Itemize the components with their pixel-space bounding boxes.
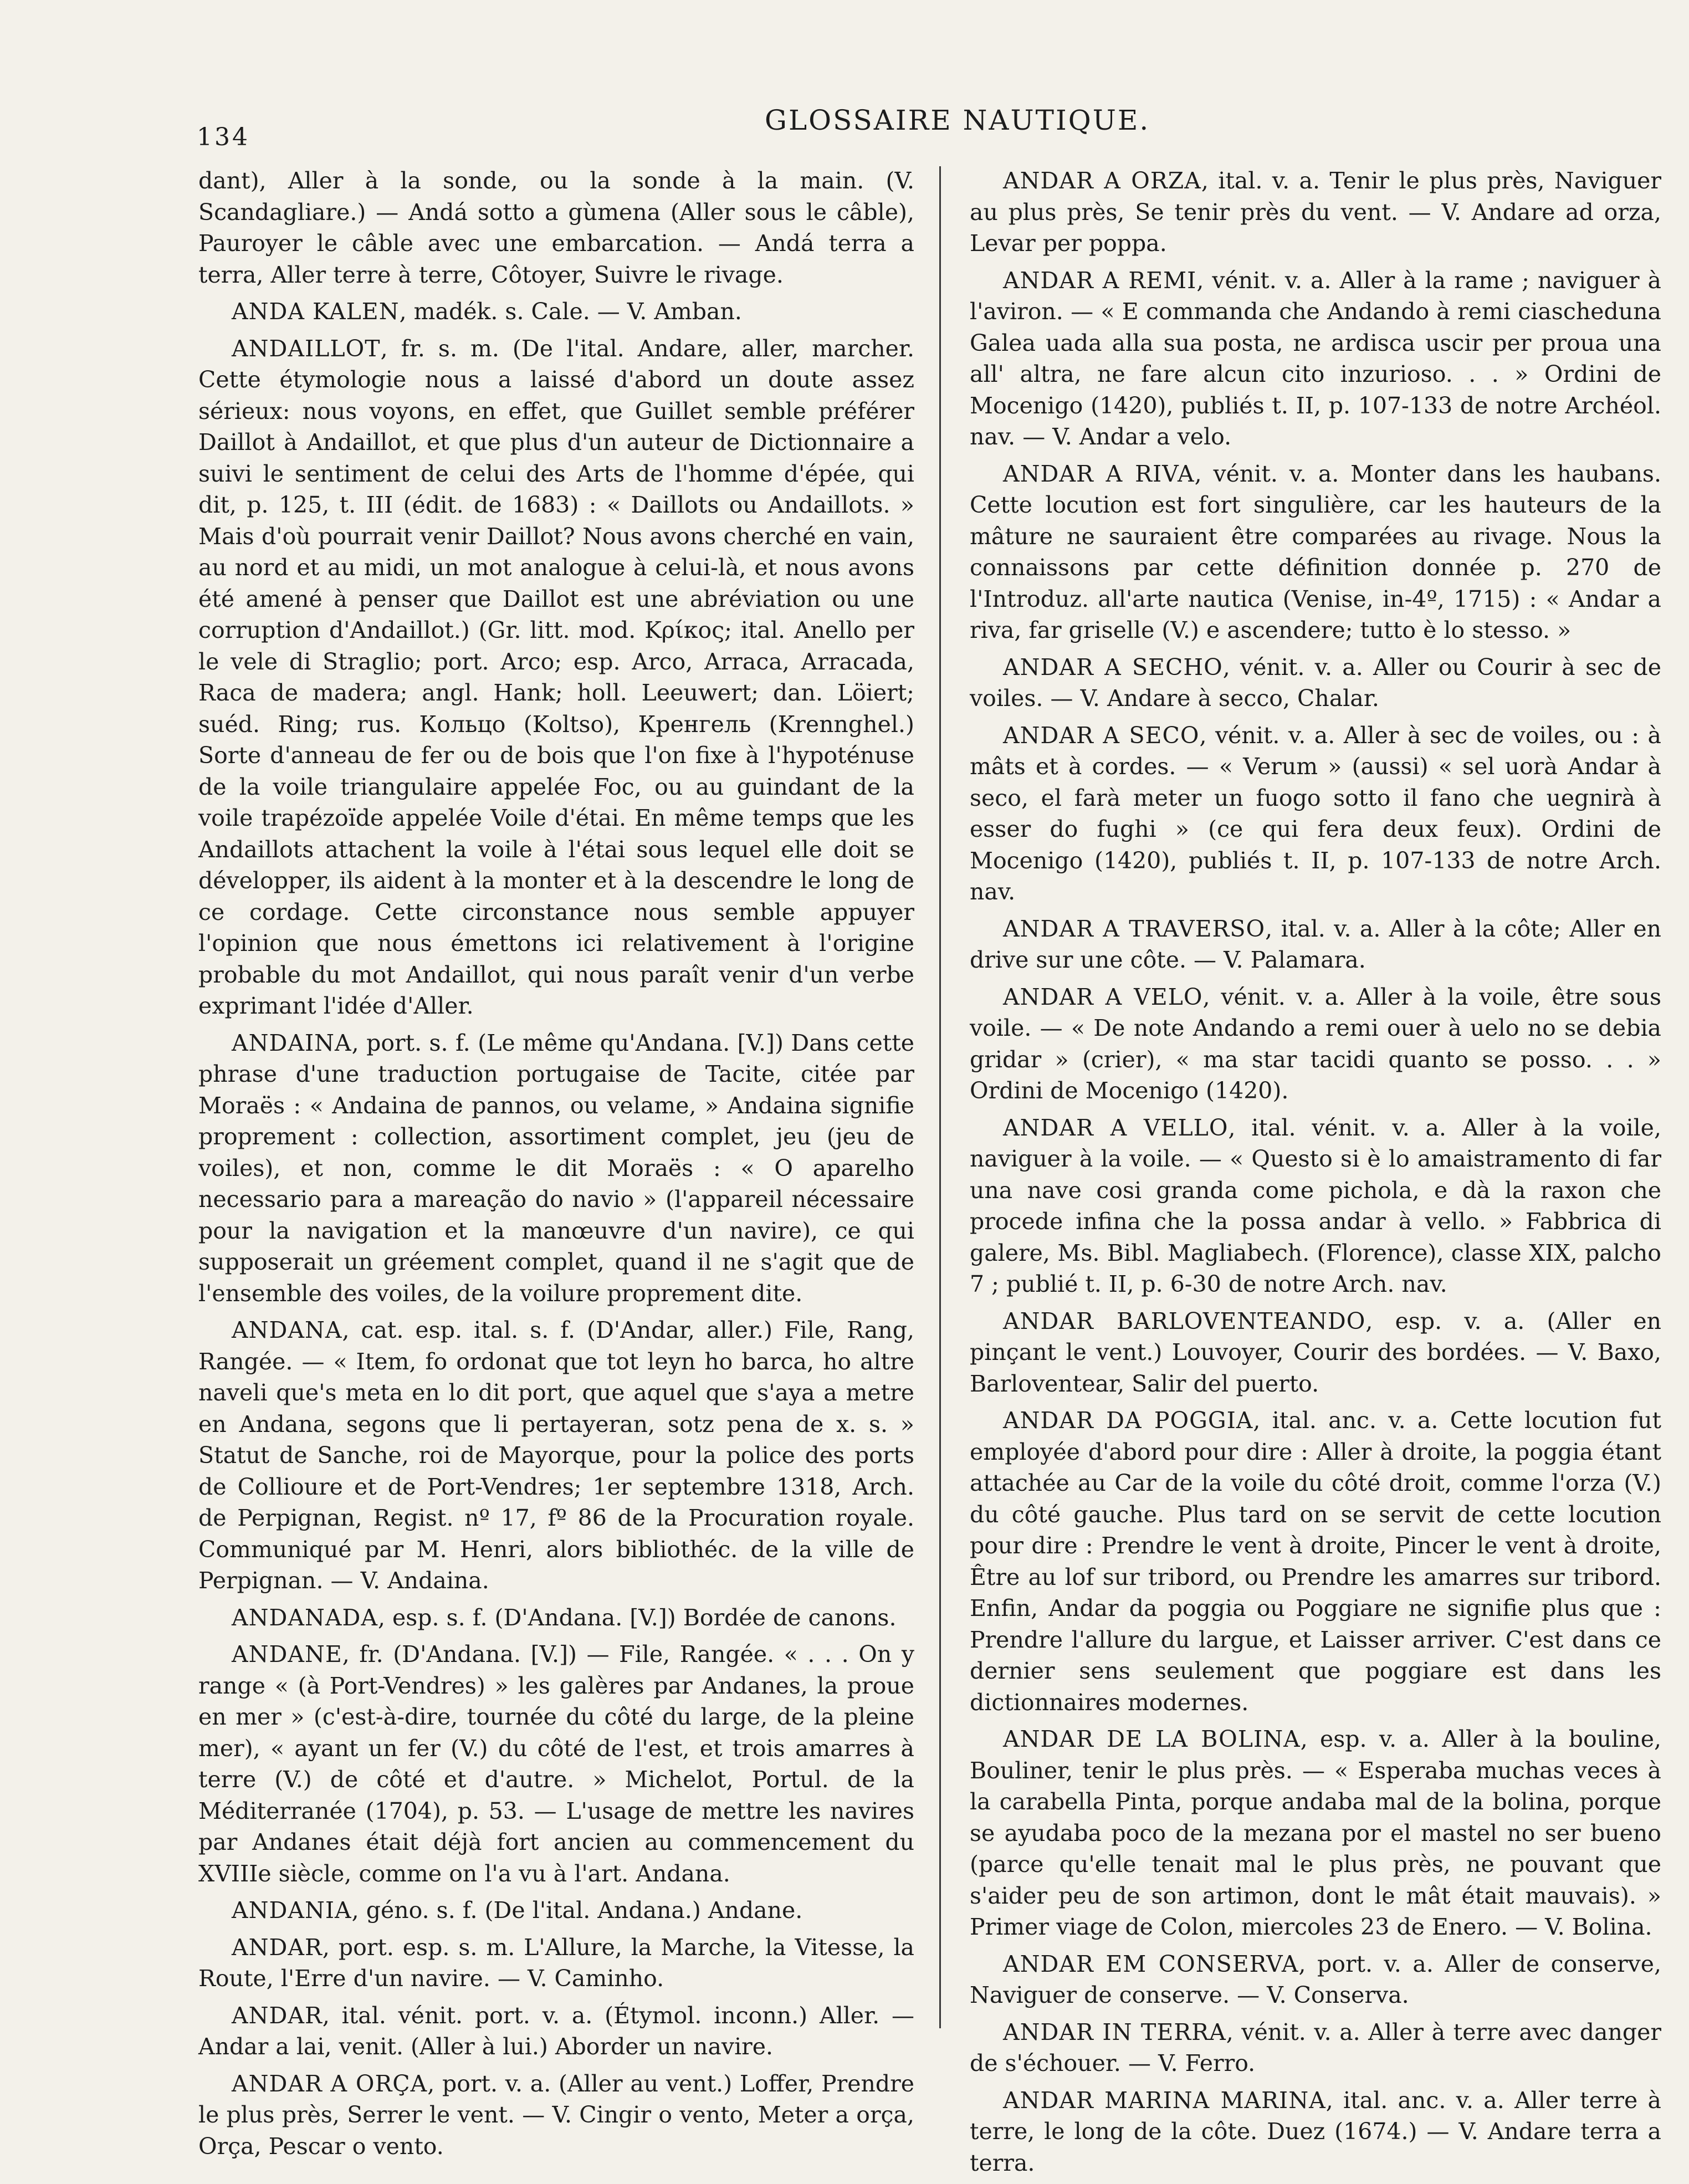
entry: [198, 1639, 914, 1889]
entry: [198, 1932, 914, 1994]
entry-headword: ANDAR A VELO: [1003, 983, 1203, 1010]
entry-text: , madék. s. Cale. — V. Amban.: [399, 298, 742, 325]
entry: [970, 720, 1661, 908]
right-column: [970, 165, 1661, 2184]
entry: [198, 296, 914, 328]
entry: [970, 2017, 1661, 2079]
entry: [198, 1895, 914, 1926]
left-column: [198, 165, 914, 2167]
entry-headword: ANDAR BARLOVENTEANDO: [1003, 1307, 1366, 1334]
entry-text: , vénit. v. a. Aller à terre avec danger de s'échouer. — V. Ferro.: [970, 2018, 1661, 2076]
entry: [970, 981, 1661, 1107]
entry: [198, 165, 914, 290]
entry: [198, 1027, 914, 1310]
entry-text: , vénit. v. a. Aller à sec de voiles, ou : à mâts et à cordes. — « Verum » (aussi) « sel uorà Andar à seco, el farà meter un fuogo sotto il fano che uegnirà à esser do fughi » (ce qui fera deux feux). Ordini de Mocenigo (1420), publiés t. II, p. 107-133 de notre Arch. nav.: [970, 722, 1662, 905]
entry: [970, 913, 1661, 976]
entry-headword: ANDAR MARINA MARINA: [1003, 2086, 1326, 2114]
entry-headword: ANDAR A ORZA: [1003, 167, 1201, 194]
entry-text: , esp. v. a. Aller à la bouline, Bouliner, tenir le plus près. — « Esperaba muchas veces à la carabella Pinta, porque andaba mal de la bolina, porque se ayudaba poco de la mezana por el mastel no ser bueno (parce qu'elle tenait mal le plus près, ne pouvant que s'aider peu de son artimon, dont le mât était mauvais). » Primer viage de Colon, miercoles 23 de Enero. — V. Bolina.: [970, 1726, 1661, 1940]
entry-headword: ANDAR IN TERRA: [1003, 2018, 1226, 2045]
entry-headword: ANDANADA: [232, 1604, 378, 1631]
entry: [970, 265, 1661, 453]
entry-text: , vénit. v. a. Monter dans les haubans. Cette locution est fort singulière, car les hauteurs de la mâture ne sauraient être comparées au rivage. Nous la connaissons par cette définition donnée p. 270 de l'Introduz. all'arte nautica (Venise, in-4º, 1715) : « Andar a riva, far griselle (V.) e ascendere; tutto è lo stesso. »: [970, 460, 1661, 643]
entry-headword: ANDAR A SECO: [1003, 722, 1200, 749]
page-number: 134: [197, 123, 250, 151]
entry-text: , esp. s. f. (D'Andana. [V.]) Bordée de canons.: [377, 1604, 897, 1631]
entry-headword: ANDANA: [232, 1317, 342, 1343]
entry: [970, 458, 1661, 646]
entry-headword: ANDANE: [232, 1641, 342, 1668]
entry-headword: ANDA KALEN: [232, 298, 400, 325]
entry-headword: ANDAR: [232, 2002, 323, 2029]
entry: [970, 1723, 1661, 1943]
entry-text: , port. v. a. (Aller au vent.) Loffer, Prendre le plus près, Serrer le vent. — V. Cingir o vento, Meter a orça, Orça, Pescar o vento.: [198, 2070, 914, 2160]
entry-text: , esp. v. a. (Aller en pinçant le vent.) Louvoyer, Courir des bordées. — V. Baxo, Barloventear, Salir del puerto.: [970, 1307, 1661, 1397]
entry-headword: ANDAR A REMI: [1003, 267, 1197, 294]
entry-text: , port. s. f. (Le même qu'Andana. [V.]) Dans cette phrase d'une traduction portugaise de Tacite, citée par Moraës : « Andaina de pannos, ou velame, » Andaina signifie proprement : collection, assortiment complet, jeu (jeu de voiles), et non, comme le dit Moraës : « O aparelho necessario para a mareação do navio » (l'appareil nécessaire pour la navigation et la manœuvre d'un navire), ce qui supposerait un gréement complet, quand il ne s'agit que de l'ensemble des voiles, de la voilure proprement dite.: [198, 1029, 914, 1307]
entry: [970, 1306, 1661, 1400]
entry-text: , fr. (D'Andana. [V.]) — File, Rangée. « . . . On y range « (à Port-Vendres) » les galères par Andanes, la proue en mer » (c'est-à-dire, tournée du côté du large, de la pleine mer), « ayant un fer (V.) du côté de l'est, et trois amarres à terre (V.) de côté et d'autre. » Michelot, Portul. de la Méditerranée (1704), p. 53. — L'usage de mettre les navires par Andanes était déjà fort ancien au commencement du XVIIIe siècle, comme on l'a vu à l'art. Andana.: [198, 1641, 914, 1887]
entry-headword: ANDAR DE LA BOLINA: [1003, 1726, 1301, 1752]
entry: [970, 1405, 1661, 1718]
entry-text: , port. v. a. Aller de conserve, Naviguer de conserve. — V. Conserva.: [970, 1950, 1662, 2008]
entry-text: , ital. vénit. v. a. Aller à la voile, naviguer à la voile. — « Questo si è lo amaistramento di far una nave cosi granda come pichola, e dà la raxon che procede infina che la possa andar à vello. » Fabbrica di galere, Ms. Bibl. Magliabech. (Florence), classe XIX, palcho 7 ; publié t. II, p. 6-30 de notre Arch. nav.: [970, 1114, 1661, 1297]
entry: [970, 1948, 1661, 2011]
entry-text: dant), Aller à la sonde, ou la sonde à la main. (V. Scandagliare.) — Andá sotto a gùmena (Aller sous le câble), Pauroyer le câble avec une embarcation. — Andá terra a terra, Aller terre à terre, Côtoyer, Suivre le rivage.: [198, 167, 914, 288]
entry-text: , port. esp. s. m. L'Allure, la Marche, la Vitesse, la Route, l'Erre d'un navire. — V. Caminho.: [198, 1934, 914, 1992]
entry-headword: ANDAR A RIVA: [1003, 460, 1195, 487]
entry: [198, 1315, 914, 1597]
entry-text: , vénit. v. a. Aller ou Courir à sec de voiles. — V. Andare à secco, Chalar.: [970, 653, 1661, 712]
entry-text: , ital. v. a. Tenir le plus près, Naviguer au plus près, Se tenir près du vent. — V. Andare ad orza, Levar per poppa.: [970, 167, 1661, 257]
entry: [198, 1602, 914, 1634]
column-divider: [939, 166, 941, 2028]
entry-text: , ital. anc. v. a. Aller terre à terre, le long de la côte. Duez (1674.) — V. Andare terra a terra.: [970, 2086, 1662, 2176]
entry: [198, 2068, 914, 2162]
running-head: GLOSSAIRE NAUTIQUE.: [765, 104, 1150, 136]
entry-text: , vénit. v. a. Aller à la rame ; naviguer à l'aviron. — « E commanda che Andando à remi ciascheduna Galea uada alla sua posta, ne ardisca uscir per proua una all' altra, ne fare alcun cito inzurioso. . . » Ordini de Mocenigo (1420), publiés t. II, p. 107-133 de notre Archéol. nav. — V. Andar a velo.: [970, 267, 1661, 450]
entry-headword: ANDAR A ORÇA: [232, 2070, 428, 2097]
entry-headword: ANDAR: [232, 1934, 323, 1961]
entry-text: , ital. vénit. port. v. a. (Étymol. inconn.) Aller. — Andar a lai, venit. (Aller à lui.) Aborder un navire.: [198, 2002, 914, 2060]
entry: [970, 652, 1661, 714]
entry-headword: ANDAINA: [232, 1029, 352, 1056]
entry-text: , vénit. v. a. Aller à la voile, être sous voile. — « De note Andando a remi ouer à uelo no se debia gridar » (crier), « ma star tacidi quanto se posso. . . » Ordini de Mocenigo (1420).: [970, 983, 1661, 1104]
entry-text: , ital. anc. v. a. Cette locution fut employée d'abord pour dire : Aller à droite, la poggia étant attachée au Car de la voile du côté droit, comme l'orza (V.) du côté gauche. Plus tard on se servit de cette locution pour dire : Prendre le vent à droite, Pincer le vent à droite, Être au lof sur tribord, ou Prendre les amarres sur tribord. Enfin, Andar da poggia ou Poggiare ne signifie plus que : Prendre l'allure du largue, et Laisser arriver. C'est dans ce dernier sens seulement que poggiare est dans les dictionnaires modernes.: [970, 1407, 1662, 1716]
entry-headword: ANDAR A SECHO: [1003, 653, 1223, 681]
entry-headword: ANDANIA: [232, 1897, 352, 1924]
entry: [198, 333, 914, 1022]
entry: [198, 2000, 914, 2063]
entry-text: , cat. esp. ital. s. f. (D'Andar, aller.) File, Rang, Rangée. — « Item, fo ordonat que tot leyn ho barca, ho altre naveli que's meta en lo dit port, que aquel que s'aya a metre en Andana, segons que li pertayeran, sotz pena de x. s. » Statut de Sanche, roi de Mayorque, pour la police des ports de Collioure et de Port-Vendres; 1er septembre 1318, Arch. de Perpignan, Regist. nº 17, fº 86 de la Procuration royale. Communiqué par M. Henri, alors bibliothéc. de la ville de Perpignan. — V. Andaina.: [198, 1317, 914, 1594]
entry-headword: ANDAILLOT: [232, 335, 381, 362]
entry-text: , géno. s. f. (De l'ital. Andana.) Andane.: [351, 1897, 803, 1924]
entry-headword: ANDAR A TRAVERSO: [1003, 915, 1266, 942]
entry-headword: ANDAR DA POGGIA: [1003, 1407, 1253, 1434]
entry: [970, 1112, 1661, 1300]
entry: [970, 165, 1661, 259]
entry-text: , ital. v. a. Aller à la côte; Aller en drive sur une côte. — V. Palamara.: [970, 915, 1662, 973]
entry-headword: ANDAR A VELLO: [1003, 1114, 1229, 1141]
entry: [970, 2085, 1661, 2179]
entry-text: , fr. s. m. (De l'ital. Andare, aller, marcher. Cette étymologie nous a laissé d'abord un doute assez sérieux: nous voyons, en effet, que Guillet semble préférer Daillot à Andaillot, et que plus d'un auteur de Dictionnaire a suivi le sentiment de celui des Arts de l'homme d'épée, qui dit, p. 125, t. III (édit. de 1683) : « Daillots ou Andaillots. » Mais d'où pourrait venir Daillot? Nous avons cherché en vain, au nord et au midi, un mot analogue à celui-là, et nous avons été amené à penser que Daillot est une abréviation ou une corruption d'Andaillot.) (Gr. litt. mod. Κρίκος; ital. Anello per le vele di Straglio; port. Arco; esp. Arco, Arraca, Arracada, Raca de madera; angl. Hank; holl. Leeuwert; dan. Löiert; suéd. Ring; rus. Кольцо (Koltso), Кренгель (Krennghel.) Sorte d'anneau de fer ou de bois que l'on fixe à l'hypoténuse de la voile triangulaire appelée Foc, ou au guindant de la voile trapézoïde appelée Voile d'étai. En même temps que les Andaillots attachent la voile à l'étai sous lequel elle doit se développer, ils aident à la monter et à la descendre le long de ce cordage. Cette circonstance nous semble appuyer l'opinion que nous émettons ici relativement à l'origine probable du mot Andaillot, qui nous paraît venir d'un verbe exprimant l'idée d'Aller.: [198, 335, 914, 1019]
entry-headword: ANDAR EM CONSERVA: [1003, 1950, 1299, 1977]
